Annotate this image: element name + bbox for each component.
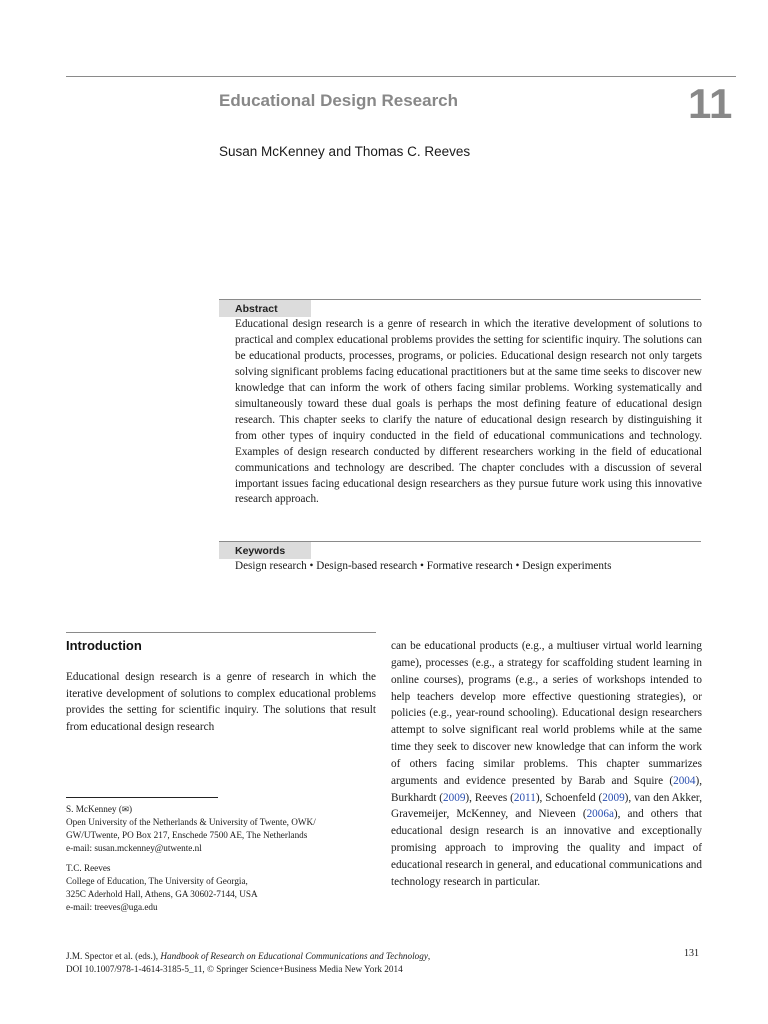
abstract-label: Abstract [219, 300, 311, 317]
intro-text: ), Reeves ( [465, 791, 514, 804]
footnote-reeves [66, 862, 376, 914]
introduction-right-column [391, 638, 702, 891]
intro-text: ), Schoenfeld ( [535, 791, 603, 804]
footnote-mckenney-email[interactable]: e-mail: susan.mckenney@utwente.nl [66, 843, 202, 853]
chapter-title: Educational Design Research [219, 91, 459, 110]
footnote-rule [66, 797, 218, 798]
footnote-reeves-affiliation: College of Education, The University of Georgia, [66, 876, 248, 886]
citation-link-barab[interactable]: 2004 [673, 774, 696, 787]
page-number: 131 [684, 948, 699, 959]
top-rule [66, 76, 736, 77]
chapter-authors: Susan McKenney and Thomas C. Reeves [219, 144, 471, 159]
footnote-reeves-email[interactable]: e-mail: treeves@uga.edu [66, 902, 158, 912]
footer-doi: DOI 10.1007/978-1-4614-3185-5_11, © Springer Science+Business Media New York 2014 [66, 963, 403, 974]
introduction-left-column: Educational design research is a genre of research in which the iterative development of solutions to complex educational problems provides the setting for scientific inquiry. The solutions that result from educational design research [66, 671, 376, 733]
footnote-mckenney-name: S. McKenney (✉) [66, 804, 133, 814]
keywords-text: Design research • Design-based research • Formative research • Design experiments [235, 560, 612, 572]
intro-text: ), van den Akker, Gravemeijer, McKenney, and Nieveen ( [391, 791, 702, 821]
intro-text: can be educational products (e.g., a multiuser virtual world learning game), processes (e.g., a strategy for scaffolding student learning in online courses), programs (e.g., a series of workshops intended to help teachers develop more effective questioning strategies), or policies (e.g., year-round schooling). Educational design researchers attempt to solve significant real world problems while at the same time they seek to discover new knowledge that can inform the work of others facing similar problems. This chapter summarizes arguments and evidence presented by Barab and Squire ( [391, 640, 702, 787]
intro-text: ), and others that educational design research is an innovative and exceptionally promising approach to improving the quality and impact of educational research in general, and educational communications and technology research in particular. [391, 808, 702, 888]
citation-link-schoenfeld[interactable]: 2009 [602, 791, 625, 804]
footer-book-reference: J.M. Spector et al. (eds.), Handbook of Research on Educational Communications and Technology, [66, 951, 431, 961]
footnote-mckenney [66, 803, 376, 855]
book-title: Handbook of Research on Educational Communications and Technology [160, 951, 428, 961]
keywords-label: Keywords [219, 542, 311, 559]
citation-link-reeves[interactable]: 2011 [513, 791, 536, 804]
envelope-icon: ✉ [121, 804, 130, 814]
footnote-reeves-address: 325C Aderhold Hall, Athens, GA 30602-7144, USA [66, 889, 258, 899]
citation-link-vandenakker[interactable]: 2006a [586, 808, 614, 821]
introduction-heading: Introduction [66, 638, 142, 653]
footer-citation [66, 950, 626, 976]
footnote-reeves-name: T.C. Reeves [66, 863, 111, 873]
citation-link-burkhardt[interactable]: 2009 [443, 791, 466, 804]
intro-rule [66, 632, 376, 633]
intro-text: ), Burkhardt ( [391, 774, 702, 804]
abstract-text: Educational design research is a genre of research in which the iterative development of solutions to practical and complex educational problems provides the setting for scientific inquiry. The solutions can be educational products, processes, programs, or policies. Educational design research not only targets solving significant problems facing educational practitioners but at the same time seeks to discover new knowledge that can inform the work of others facing similar problems. Working systematically and simultaneously toward these dual goals is perhaps the most defining feature of educational design research. This chapter seeks to clarify the nature of educational design research by distinguishing it from other types of inquiry conducted in the field of educational communications and technology. Examples of design research conducted by different researchers working in the field of educational communications and technology are described. The chapter concludes with a discussion of several important issues facing educational design researchers as they pursue future work using this innovative research approach. [235, 318, 702, 506]
chapter-number: 11 [688, 80, 733, 127]
footnote-mckenney-address: GW/UTwente, PO Box 217, Enschede 7500 AE, The Netherlands [66, 830, 308, 840]
footnote-mckenney-affiliation: Open University of the Netherlands & University of Twente, OWK/ [66, 817, 316, 827]
